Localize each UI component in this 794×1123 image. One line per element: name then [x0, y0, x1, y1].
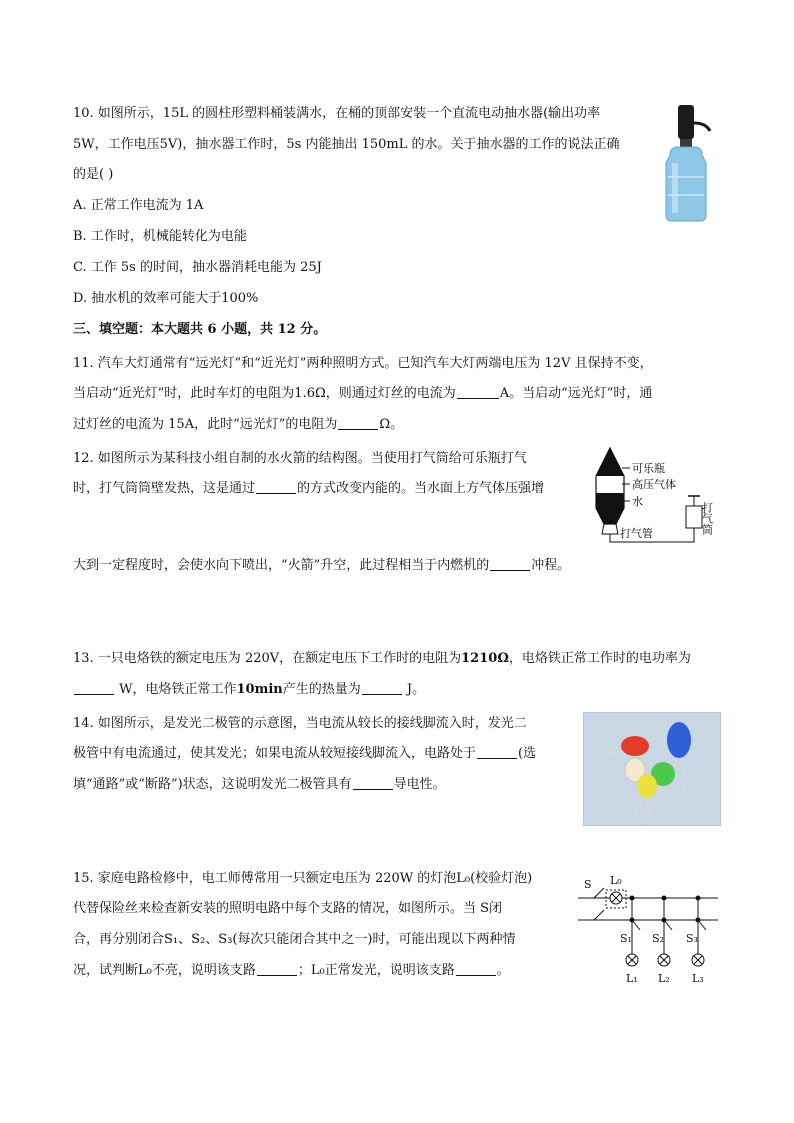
label-l2: L₂: [658, 972, 670, 985]
label-bottle: 可乐瓶: [632, 462, 665, 475]
q12-line-3: [73, 558, 570, 574]
q10-line-3: 的是( ): [73, 167, 114, 182]
q11-line-2: [73, 386, 652, 402]
label-pump: 打气筒: [700, 502, 714, 535]
q14-line-3: [73, 777, 446, 793]
label-s3: S₃: [686, 932, 698, 945]
label-l0: L₀: [610, 874, 622, 887]
label-l1: L₁: [626, 972, 638, 985]
label-pump-tube: 打气管: [620, 527, 653, 540]
q14-line-2: [73, 746, 536, 762]
label-s: S: [584, 878, 592, 891]
q14-text-3b: 导电性。: [393, 777, 446, 792]
q12-blank-2[interactable]: [490, 558, 530, 571]
label-s1: S₁: [620, 932, 632, 945]
q15-line-4: [73, 963, 510, 979]
q14-line-1: 14. 如图所示，是发光二极管的示意图，当电流从较长的接线脚流入时，发光二: [73, 716, 527, 731]
q10-option-c: C. 工作 5s 的时间，抽水器消耗电能为 25J: [73, 260, 322, 275]
label-water: 水: [632, 495, 643, 508]
led-red: [621, 736, 649, 756]
q15-text-4b: ；L₀正常发光，说明该支路: [297, 963, 455, 978]
q11-blank-2[interactable]: [338, 417, 378, 430]
q13-resistance: 1210Ω: [461, 651, 509, 666]
q12-text-3b: 冲程。: [531, 558, 571, 573]
q11-line-3: [73, 417, 403, 433]
q12-line-1: 12. 如图所示为某科技小组自制的水火箭的结构图。当使用打气筒给可乐瓶打气: [73, 451, 527, 466]
water-rocket-diagram: [590, 446, 725, 546]
q13-line-1: [73, 651, 691, 667]
q11-text-3b: Ω。: [379, 417, 404, 432]
label-s2: S₂: [652, 932, 664, 945]
q10-line-2: 5W，工作电压5V)，抽水器工作时，5s 内能抽出 150mL 的水。关于抽水器的工作的说法正确: [73, 137, 620, 152]
q13-time: 10min: [236, 682, 283, 697]
label-l3: L₃: [692, 972, 704, 985]
q12-text-2b: 的方式改变内能的。当水面上方气体压强增: [297, 481, 545, 496]
label-gas: 高压气体: [632, 478, 676, 491]
q10-option-d: D. 抽水机的效率可能大于100%: [73, 291, 259, 306]
water-pump-image: [660, 103, 720, 223]
q13-blank-2[interactable]: [362, 682, 402, 695]
q15-text-4a: 况，试判断L₀不亮，说明该支路: [73, 963, 256, 978]
q12-line-2: [73, 481, 544, 497]
q11-text-3a: 过灯丝的电流为 15A，此时“远光灯”的电阻为: [73, 417, 338, 432]
q11-blank-1[interactable]: [457, 386, 499, 399]
rocket-water: [596, 493, 624, 524]
q13-text-2a: W，电烙铁正常工作: [119, 682, 237, 697]
q13-line-2: [73, 682, 425, 698]
q12-blank-1[interactable]: [256, 481, 296, 494]
q14-text-2b: (选: [518, 746, 537, 761]
q11-text-2b: A。当启动“远光灯”时，通: [499, 386, 653, 401]
q13-blank-1[interactable]: [74, 682, 114, 695]
q15-line-3: 合，再分别闭合S₁、S₂、S₃(每次只能闭合其中之一)时，可能出现以下两种情: [73, 932, 516, 947]
section-3-title: 三、填空题：本大题共 6 小题，共 12 分。: [73, 322, 327, 337]
switch-s-bottom: [594, 910, 604, 920]
led-photo: [583, 712, 721, 826]
q13-text-2c: 产生的热量为: [282, 682, 361, 697]
q12-text-2a: 时，打气筒筒壁发热，这是通过: [73, 481, 256, 496]
q14-text-2a: 极管中有电流通过，使其发光；如果电流从较短接线脚流入，电路处于: [73, 746, 477, 761]
led-yellow: [637, 774, 657, 798]
q13-text-2d: J。: [406, 682, 426, 697]
q15-line-2: 代替保险丝来检查新安装的照明电路中每个支路的情况，如图所示。当 S闭: [73, 901, 503, 916]
q10-option-a: A. 正常工作电流为 1A: [73, 198, 204, 213]
circuit-diagram: [576, 862, 724, 990]
q14-blank-1[interactable]: [477, 746, 517, 759]
q14-blank-2[interactable]: [353, 777, 393, 790]
led-blue: [667, 722, 691, 758]
q15-blank-1[interactable]: [257, 963, 297, 976]
q10-line-1: 10. 如图所示，15L 的圆柱形塑料桶装满水，在桶的顶部安装一个直流电动抽水器(输出功率: [73, 106, 601, 121]
q13-text-1c: ，电烙铁正常工作时的电功率为: [508, 651, 691, 666]
pump-head: [678, 105, 694, 139]
q14-text-3a: 填“通路”或“断路”)状态，这说明发光二极管具有: [73, 777, 352, 792]
q15-line-1: 15. 家庭电路检修中，电工师傅常用一只额定电压为 220W 的灯泡L₀(校验灯泡): [73, 871, 533, 886]
q13-text-1a: 13. 一只电烙铁的额定电压为 220V，在额定电压下工作时的电阻为: [73, 651, 462, 666]
q15-text-4c: 。: [496, 963, 510, 978]
q10-option-b: B. 工作时，机械能转化为电能: [73, 229, 247, 244]
q15-blank-2[interactable]: [456, 963, 496, 976]
switch-s-top: [594, 888, 604, 898]
q12-text-3a: 大到一定程度时，会使水向下喷出，“火箭”升空，此过程相当于内燃机的: [73, 558, 490, 573]
q11-line-1: 11. 汽车大灯通常有“远光灯”和“近光灯”两种照明方式。已知汽车大灯两端电压为 12V 且保持不变，: [73, 356, 653, 371]
q11-text-2a: 当启动“近光灯”时，此时车灯的电阻为1.6Ω，则通过灯丝的电流为: [73, 386, 456, 401]
rocket-nose: [596, 448, 624, 476]
